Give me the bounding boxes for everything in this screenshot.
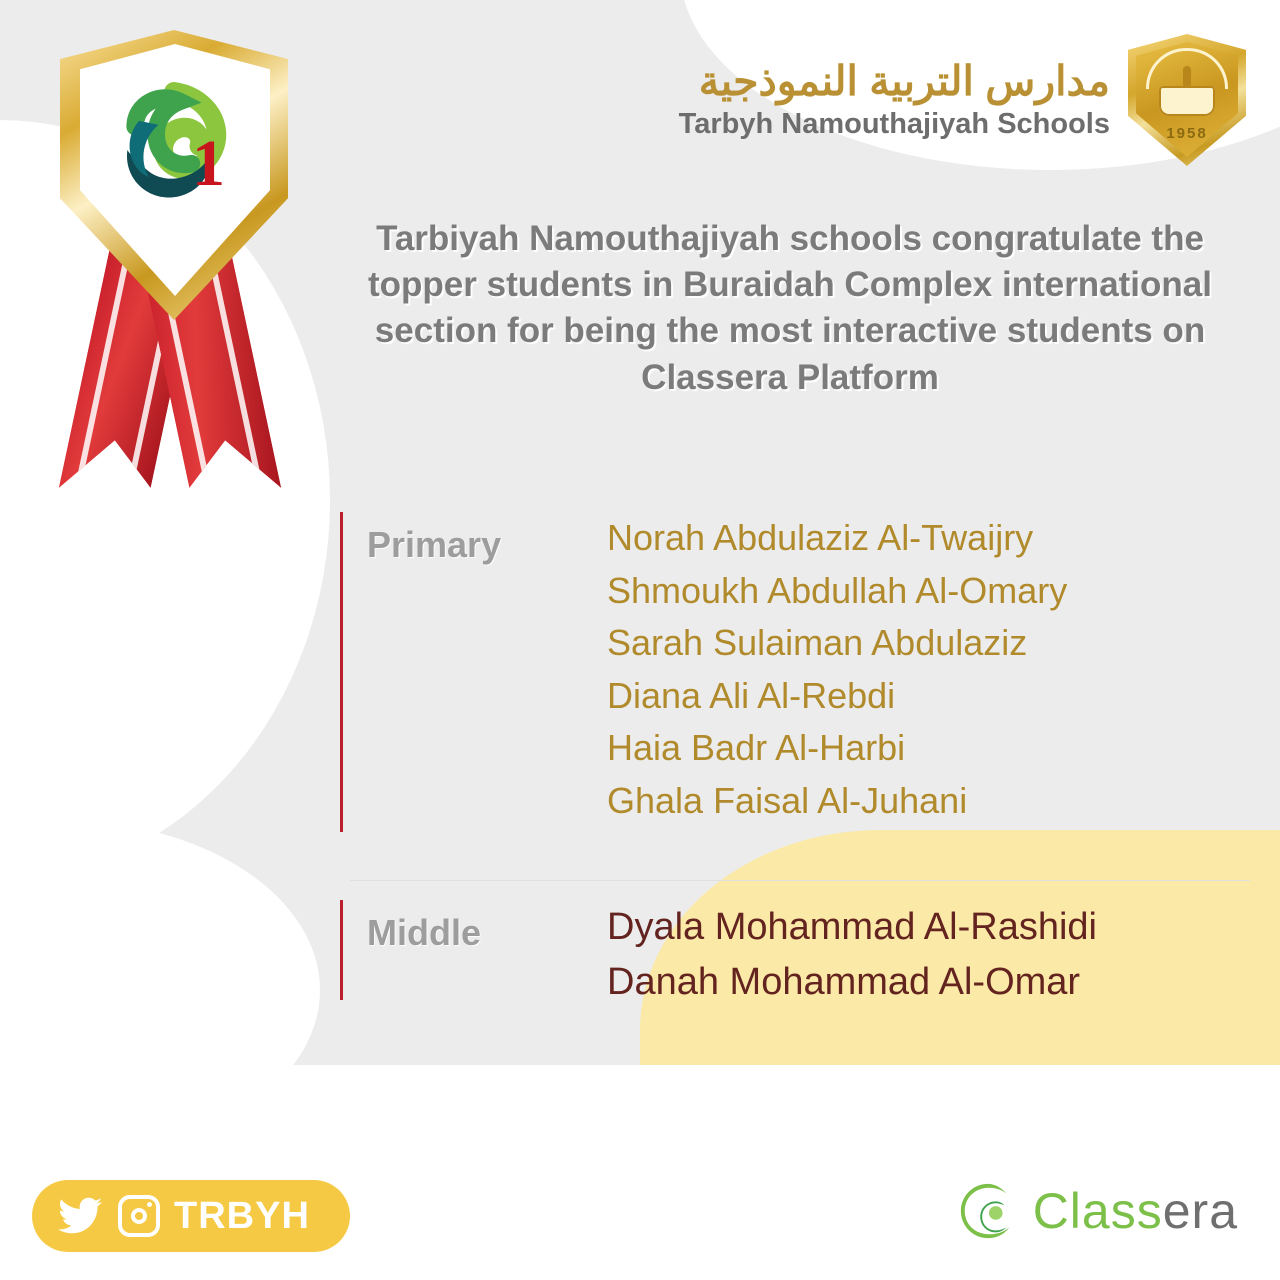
list-item: Diana Ali Al-Rebdi xyxy=(607,674,896,716)
list-item: Danah Mohammad Al-Omar xyxy=(607,961,1081,1004)
list-item: Shmoukh Abdullah Al-Omary xyxy=(607,569,1068,611)
section-label-primary: Primary xyxy=(367,524,502,565)
page-title: Tarbiyah Namouthajiyah schools congratulate the topper students in Buraidah Complex international section for being the most interactive students on Classera Platform xyxy=(368,219,1212,397)
section-middle xyxy=(340,900,1097,1011)
section-label-middle: Middle xyxy=(367,912,481,953)
list-item: Dyala Mohammad Al-Rashidi xyxy=(607,906,1097,948)
classera-leaf-icon xyxy=(957,1180,1019,1242)
twitter-icon[interactable] xyxy=(58,1196,104,1236)
section-divider-line xyxy=(340,900,343,1000)
classera-wordmark-part1: Class xyxy=(1032,1183,1163,1239)
section-primary xyxy=(340,512,1067,832)
first-place-ribbon-icon xyxy=(42,18,304,488)
school-name-block xyxy=(679,60,1110,139)
name-list-primary xyxy=(607,512,1067,827)
social-handle-label: TRBYH xyxy=(174,1194,310,1237)
ribbon-stripe xyxy=(75,250,132,488)
section-separator xyxy=(350,880,1250,881)
header xyxy=(679,34,1246,166)
school-name-english: Tarbyh Namouthajiyah Schools xyxy=(678,108,1110,141)
logo-year: 1958 xyxy=(1166,125,1208,142)
rank-number: 1 xyxy=(192,127,225,200)
social-handle-badge[interactable] xyxy=(32,1180,350,1252)
school-logo-icon xyxy=(1128,34,1246,166)
classera-wordmark xyxy=(1033,1182,1238,1240)
classera-logo xyxy=(957,1180,1238,1242)
ribbon-stripe xyxy=(207,250,264,488)
instagram-icon[interactable] xyxy=(118,1195,160,1237)
list-item: Sarah Sulaiman Abdulaziz xyxy=(607,622,1028,664)
classera-wordmark-part2: era xyxy=(1162,1183,1238,1239)
name-list-middle xyxy=(607,900,1097,1011)
list-item: Ghala Faisal Al-Juhani xyxy=(607,779,968,821)
list-item: Haia Badr Al-Harbi xyxy=(607,727,906,769)
list-item: Norah Abdulaziz Al-Twaijry xyxy=(607,517,1034,558)
book-icon xyxy=(1159,86,1215,116)
section-divider-line xyxy=(340,512,343,832)
school-name-arabic: مدارس التربية النموذجية xyxy=(698,58,1110,105)
